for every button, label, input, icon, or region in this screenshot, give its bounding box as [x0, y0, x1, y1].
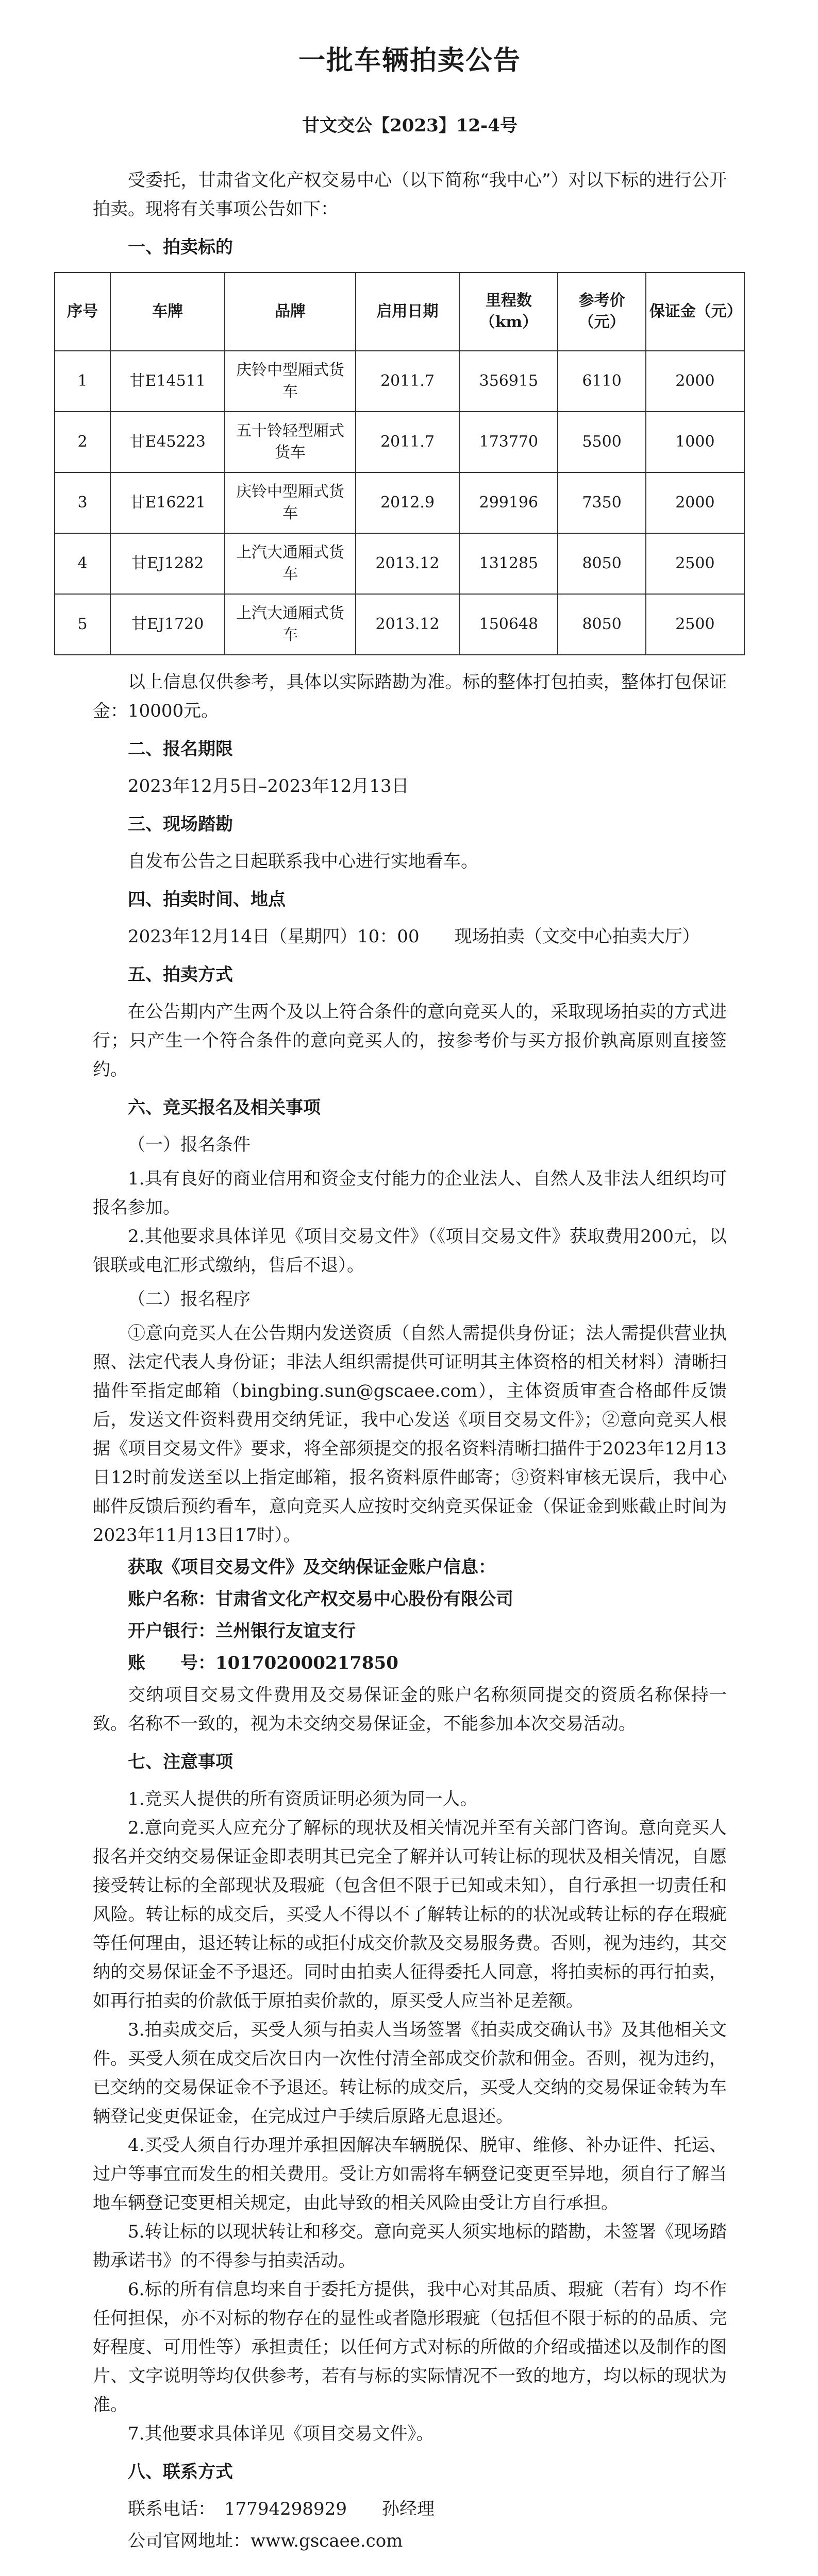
note-item-2: 2.意向竞买人应充分了解标的现状及相关情况并至有关部门咨询。意向竞买人报名并交纳交易保证金即表明其已完全了解并认可转让标的现状及相关情况，自愿接受转让标的全部现状及瑕疵（包含但不限于已知或未知），自行承担一切责任和风险。转让标的成交后，买受人不得以不了解转让标的的状况或转让标的存在瑕疵等任何理由，退还转让标的或拒付成交价款及交易服务费。否则，视为违约，其交纳的交易保证金不予退还。同时由拍卖人征得委托人同意，将拍卖标的再行拍卖，如再行拍卖的价款低于原拍卖价款的，原买受人应当补足差额。	[93, 1818, 727, 2011]
cell-index: 4	[55, 533, 110, 594]
col-header-mileage: 里程数（km）	[459, 273, 558, 351]
cell-plate: 甘E45223	[110, 412, 225, 472]
note-item-6: 6.标的所有信息均来自于委托方提供，我中心对其品质、瑕疵（若有）均不作任何担保，亦不对标的物存在的显性或者隐形瑕疵（包括但不限于标的的品质、完好程度、可用性等）承担责任；以任何方式对标的所做的介绍或描述以及制作的图片、文字说明等均仅供参考，若有与标的实际情况不一致的地方，均以标的现状为准。	[93, 2279, 727, 2415]
cell-brand: 上汽大通厢式货车	[225, 594, 355, 655]
cell-ref-price: 8050	[558, 594, 645, 655]
section-heading-site-inspection: 三、现场踏勘	[128, 814, 233, 835]
cell-plate: 甘EJ1720	[110, 594, 225, 655]
table-row	[55, 533, 744, 594]
registration-period-text: 2023年12月5日–2023年12月13日	[128, 776, 409, 796]
account-note: 交纳项目交易文件费用及交易保证金的账户名称须同提交的资质名称保持一致。名称不一致的，视为未交纳交易保证金，不能参加本次交易活动。	[93, 1685, 727, 1734]
cell-ref-price: 5500	[558, 412, 645, 472]
document-number: 甘文交公【2023】12-4号	[302, 115, 517, 136]
section-heading-notes: 七、注意事项	[128, 1752, 233, 1772]
auction-method-text: 在公告期内产生两个及以上符合条件的意向竞买人的，采取现场拍卖的方式进行；只产生一个符合条件的意向竞买人的，按参考价与买方报价孰高原则直接签约。	[93, 1002, 727, 1080]
cell-start-date: 2011.7	[356, 351, 460, 412]
note-item-5: 5.转让标的以现状转让和移交。意向竞买人须实地标的踏勘，未签署《现场踏勘承诺书》的不得参与拍卖活动。	[93, 2222, 727, 2271]
registration-condition-2: 2.其他要求具体详见《项目交易文件》（《项目交易文件》获取费用200元，以银联或电汇形式缴纳，售后不退）。	[93, 1226, 727, 1276]
cell-deposit: 2500	[646, 594, 744, 655]
page-title: 一批车辆拍卖公告	[298, 45, 521, 76]
cell-start-date: 2012.9	[356, 472, 460, 533]
account-name: 账户名称：甘肃省文化产权交易中心股份有限公司	[128, 1589, 513, 1609]
cell-deposit: 2500	[646, 533, 744, 594]
auction-time-place-text: 2023年12月14日（星期四）10：00 现场拍卖（文交中心拍卖大厅）	[128, 926, 700, 947]
cell-index: 1	[55, 351, 110, 412]
table-row	[55, 472, 744, 533]
section-heading-registration-matters: 六、竞买报名及相关事项	[128, 1097, 321, 1118]
cell-mileage: 131285	[459, 533, 558, 594]
cell-ref-price: 8050	[558, 533, 645, 594]
cell-index: 3	[55, 472, 110, 533]
cell-plate: 甘E14511	[110, 351, 225, 412]
document-body	[67, 31, 742, 2576]
cell-deposit: 1000	[646, 412, 744, 472]
cell-mileage: 299196	[459, 472, 558, 533]
cell-mileage: 173770	[459, 412, 558, 472]
table-row	[55, 351, 744, 412]
cell-brand: 五十铃轻型厢式货车	[225, 412, 355, 472]
section-heading-registration-period: 二、报名期限	[128, 739, 233, 759]
col-header-ref-price: 参考价（元）	[558, 273, 645, 351]
cell-ref-price: 6110	[558, 351, 645, 412]
table-row	[55, 412, 744, 472]
intro-paragraph: 受委托，甘肃省文化产权交易中心（以下简称“我中心”）对以下标的进行公开拍卖。现将有关事项公告如下：	[93, 170, 727, 219]
cell-brand: 庆铃中型厢式货车	[225, 351, 355, 412]
cell-start-date: 2011.7	[356, 412, 460, 472]
cell-index: 2	[55, 412, 110, 472]
registration-procedure-text: ①意向竞买人在公告期内发送资质（自然人需提供身份证；法人需提供营业执照、法定代表人身份证；非法人组织需提供可证明其主体资格的相关材料）清晰扫描件至指定邮箱（bingbing.sun@gscaee.com），主体资质审查合格邮件反馈后，发送文件资料费用交纳凭证，我中心发送《项目交易文件》；②意向竞买人根据《项目交易文件》要求，将全部须提交的报名资料清晰扫描件于2023年12月13日12时前发送至以上指定邮箱，报名资料原件邮寄；③资料审核无误后，我中心邮件反馈后预约看车，意向竞买人应按时交纳竞买保证金（保证金到账截止时间为2023年11月13日17时）。	[93, 1323, 727, 1546]
section-heading-auction-time-place: 四、拍卖时间、地点	[128, 889, 286, 910]
cell-index: 5	[55, 594, 110, 655]
col-header-plate: 车牌	[110, 273, 225, 351]
cell-brand: 庆铃中型厢式货车	[225, 472, 355, 533]
auction-items-table	[54, 272, 745, 655]
note-item-7: 7.其他要求具体详见《项目交易文件》。	[128, 2424, 434, 2444]
company-website[interactable]: 公司官网地址：www.gscaee.com	[128, 2531, 403, 2551]
cell-deposit: 2000	[646, 472, 744, 533]
section-heading-auction-items: 一、拍卖标的	[128, 237, 233, 258]
subheading-registration-conditions: （一）报名条件	[128, 1134, 251, 1155]
account-bank: 开户银行：兰州银行友谊支行	[128, 1621, 356, 1641]
section-heading-contact: 八、联系方式	[128, 2462, 233, 2482]
cell-mileage: 356915	[459, 351, 558, 412]
contact-phone[interactable]: 联系电话： 17794298929 孙经理	[128, 2499, 435, 2519]
cell-mileage: 150648	[459, 594, 558, 655]
subheading-registration-procedure: （二）报名程序	[128, 1289, 251, 1310]
table-header-row	[55, 273, 744, 351]
col-header-brand: 品牌	[225, 273, 355, 351]
table-row	[55, 594, 744, 655]
section-heading-auction-method: 五、拍卖方式	[128, 964, 233, 985]
note-item-3: 3.拍卖成交后，买受人须与拍卖人当场签署《拍卖成交确认书》及其他相关文件。买受人须在成交后次日内一次性付清全部成交价款和佣金。否则，视为违约，已交纳的交易保证金不予退还。转让标的成交后，买受人交纳的交易保证金转为车辆登记变更保证金，在完成过户手续后原路无息退还。	[93, 2020, 727, 2127]
registration-condition-1: 1.具有良好的商业信用和资金支付能力的企业法人、自然人及非法人组织均可报名参加。	[93, 1168, 727, 1218]
cell-start-date: 2013.12	[356, 533, 460, 594]
cell-deposit: 2000	[646, 351, 744, 412]
cell-plate: 甘EJ1282	[110, 533, 225, 594]
col-header-start-date: 启用日期	[356, 273, 460, 351]
cell-start-date: 2013.12	[356, 594, 460, 655]
col-header-index: 序号	[55, 273, 110, 351]
auction-items-note: 以上信息仅供参考，具体以实际踏勘为准。标的整体打包拍卖，整体打包保证金：10000元。	[93, 672, 727, 721]
account-number: 账 号：101702000217850	[128, 1653, 398, 1673]
site-inspection-text: 自发布公告之日起联系我中心进行实地看车。	[128, 851, 478, 872]
note-item-1: 1.竞买人提供的所有资质证明必须为同一人。	[128, 1789, 478, 1809]
note-item-4: 4.买受人须自行办理并承担因解决车辆脱保、脱审、维修、补办证件、托运、过户等事宜而发生的相关费用。受让方如需将车辆登记变更至异地，须自行了解当地车辆登记变更相关规定，由此导致的相关风险由受让方自行承担。	[93, 2135, 727, 2213]
cell-ref-price: 7350	[558, 472, 645, 533]
account-info-intro: 获取《项目交易文件》及交纳保证金账户信息：	[128, 1557, 496, 1578]
cell-plate: 甘E16221	[110, 472, 225, 533]
col-header-deposit: 保证金（元）	[646, 273, 744, 351]
cell-brand: 上汽大通厢式货车	[225, 533, 355, 594]
